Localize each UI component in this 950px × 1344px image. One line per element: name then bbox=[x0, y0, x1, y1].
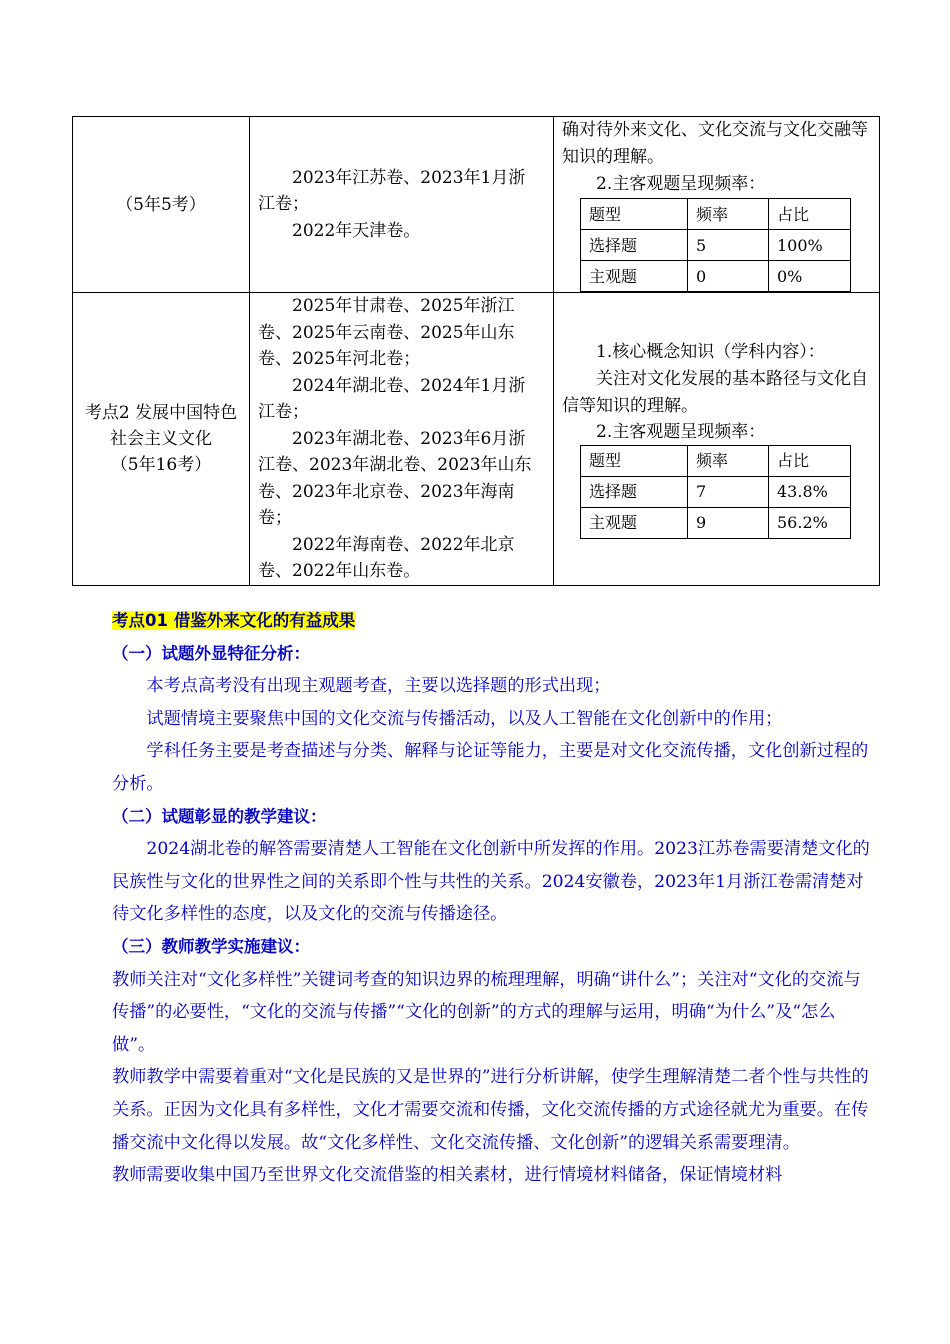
exam-line: 2023年湖北卷、2023年6月浙江卷、2023年湖北卷、2023年山东卷、2023年北京卷、2023年海南卷； bbox=[258, 428, 532, 528]
subheading: （一）试题外显特征分析： bbox=[112, 643, 310, 663]
frequency-table bbox=[580, 198, 851, 292]
cell: 5 bbox=[688, 230, 769, 261]
topic-cell bbox=[73, 293, 250, 586]
freq-title: 2.主客观题呈现频率： bbox=[596, 174, 766, 194]
topic-cell bbox=[73, 117, 250, 293]
cell: 7 bbox=[688, 476, 769, 507]
table-row bbox=[581, 507, 851, 538]
cell: 0% bbox=[769, 261, 851, 292]
analysis-cell bbox=[554, 293, 880, 586]
exam-line: 2024年湖北卷、2024年1月浙江卷； bbox=[258, 375, 526, 422]
cell: 56.2% bbox=[769, 507, 851, 538]
topic-count: （5年16考） bbox=[110, 454, 212, 475]
paragraph: 教师需要收集中国乃至世界文化交流借鉴的相关素材，进行情境材料储备，保证情境材料 bbox=[112, 1165, 783, 1186]
table-row bbox=[581, 230, 851, 261]
analysis-cell bbox=[554, 117, 880, 293]
analysis-text: 确对待外来文化、文化交流与文化交融等知识的理解。 bbox=[562, 120, 868, 167]
paragraph: 教师教学中需要着重对“文化是民族的又是世界的”进行分析讲解，使学生理解清楚二者个性与共性的关系。正因为文化具有多样性，文化才需要交流和传播，文化交流传播的方式途径就尤为重要。在传播交流中文化得以发展。故“文化多样性、文化交流传播、文化创新”的逻辑关系需要理清。 bbox=[112, 1067, 869, 1153]
section-title: 考点01 借鉴外来文化的有益成果 bbox=[112, 611, 356, 630]
exams-cell bbox=[250, 293, 554, 586]
paragraph: 本考点高考没有出现主观题考查，主要以选择题的形式出现； bbox=[146, 676, 611, 697]
core-title: 1.核心概念知识（学科内容）： bbox=[596, 341, 825, 362]
paragraph: 学科任务主要是考查描述与分类、解释与论证等能力，主要是对文化交流传播，文化创新过程的分析。 bbox=[112, 741, 869, 794]
exam-line: 2025年甘肃卷、2025年浙江卷、2025年云南卷、2025年山东卷、2025年河北卷； bbox=[258, 296, 515, 369]
exam-analysis-table bbox=[72, 116, 880, 586]
section-body bbox=[112, 605, 872, 1192]
topic-title: 考点2 发展中国特色社会主义文化 bbox=[84, 402, 238, 449]
cell: 43.8% bbox=[769, 476, 851, 507]
topic-count: （5年5考） bbox=[116, 194, 206, 215]
core-text: 关注对文化发展的基本路径与文化自信等知识的理解。 bbox=[562, 368, 868, 416]
table-row bbox=[581, 261, 851, 292]
table-row bbox=[581, 476, 851, 507]
table-row bbox=[581, 445, 851, 476]
subheading: （三）教师教学实施建议： bbox=[112, 936, 310, 956]
header-cell: 频率 bbox=[688, 199, 769, 230]
table-row bbox=[73, 117, 880, 293]
cell: 9 bbox=[688, 507, 769, 538]
cell: 0 bbox=[688, 261, 769, 292]
header-cell: 占比 bbox=[769, 445, 851, 476]
freq-title: 2.主客观题呈现频率： bbox=[596, 421, 766, 442]
exams-cell bbox=[250, 117, 554, 293]
cell: 主观题 bbox=[581, 507, 688, 538]
exam-line: 2023年江苏卷、2023年1月浙江卷； bbox=[258, 167, 526, 215]
table-row bbox=[73, 293, 880, 586]
cell: 主观题 bbox=[581, 261, 688, 292]
paragraph: 试题情境主要聚焦中国的文化交流与传播活动，以及人工智能在文化创新中的作用； bbox=[146, 708, 783, 729]
paragraph: 教师关注对“文化多样性”关键词考查的知识边界的梳理理解，明确“讲什么”；关注对“文化的交流与传播”的必要性，“文化的交流与传播”“文化的创新”的方式的理解与运用，明确“为什么”及“怎么做”。 bbox=[112, 969, 861, 1055]
header-cell: 题型 bbox=[581, 199, 688, 230]
cell: 100% bbox=[769, 230, 851, 261]
header-cell: 占比 bbox=[769, 199, 851, 230]
paragraph: 2024湖北卷的解答需要清楚人工智能在文化创新中所发挥的作用。2023江苏卷需要清楚文化的民族性与文化的世界性之间的关系即个性与共性的关系。2024安徽卷，2023年1月浙江卷需清楚对待文化多样性的态度，以及文化的交流与传播途径。 bbox=[112, 839, 870, 925]
cell: 选择题 bbox=[581, 476, 688, 507]
cell: 选择题 bbox=[581, 230, 688, 261]
header-cell: 频率 bbox=[688, 445, 769, 476]
header-cell: 题型 bbox=[581, 445, 688, 476]
frequency-table bbox=[580, 445, 851, 539]
table-row bbox=[581, 199, 851, 230]
exam-line: 2022年海南卷、2022年北京卷、2022年山东卷。 bbox=[258, 534, 515, 581]
exam-line: 2022年天津卷。 bbox=[292, 220, 421, 241]
subheading: （二）试题彰显的教学建议： bbox=[112, 806, 327, 826]
